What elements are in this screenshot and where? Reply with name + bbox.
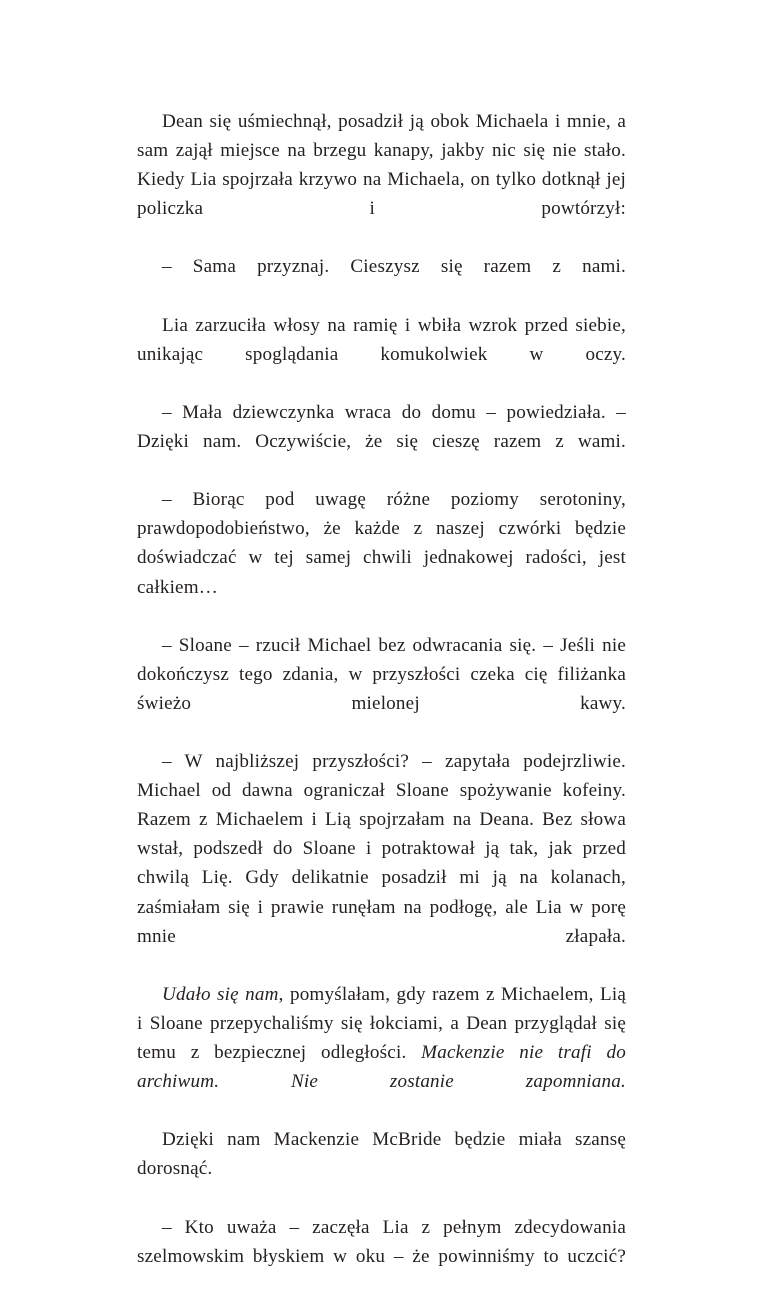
paragraph <box>137 311 626 398</box>
italic-run: Mackenzie nie trafi do archiwum. Nie zostanie zapomniana. <box>137 1042 626 1093</box>
paragraph <box>137 1125 626 1212</box>
text-run: Dzięki nam Mackenzie McBride będzie miała szansę dorosnąć. <box>137 1129 626 1180</box>
paragraph <box>137 398 626 485</box>
text-run: , pomyślałam, gdy razem z Michaelem, Lią i Sloane przepychaliśmy się łokciami, a Dean przyglądał się temu z bezpiecznej odległości. <box>137 983 626 1063</box>
paragraph <box>137 747 626 980</box>
text-run: – Kto uważa – zaczęła Lia z pełnym zdecydowania szelmowskim błyskiem w oku – że powinniśmy to uczcić? <box>137 1216 626 1267</box>
paragraph <box>137 631 626 747</box>
italic-run: Udało się nam <box>162 983 279 1005</box>
text-run: – W najbliższej przyszłości? – zapytała podejrzliwie. Michael od dawna ograniczał Sloane spożywanie kofeiny. Razem z Michaelem i Lią spojrzałam na Deana. Bez słowa wstał, podszedł do Sloane i potraktował ją tak, jak przed chwilą Lię. Gdy delikatnie posadził mi ją na kolanach, zaśmiałam się i prawie runęłam na podłogę, ale Lia w porę mnie złapała. <box>137 751 626 947</box>
text-run: – Sama przyznaj. Cieszysz się razem z nami. <box>162 256 626 278</box>
paragraph <box>137 980 626 1125</box>
text-run: Lia zarzuciła włosy na ramię i wbiła wzrok przed siebie, unikając spoglądania komukolwiek w oczy. <box>137 314 626 365</box>
text-run: – Sloane – rzucił Michael bez odwracania się. – Jeśli nie dokończysz tego zdania, w przyszłości czeka cię filiżanka świeżo mielonej kawy. <box>137 634 626 714</box>
paragraph <box>137 485 626 630</box>
page-text-block <box>137 107 626 1300</box>
paragraph <box>137 1213 626 1300</box>
text-run: – Biorąc pod uwagę różne poziomy serotoniny, prawdopodobieństwo, że każde z naszej czwórki będzie doświadczać w tej samej chwili jednakowej radości, jest całkiem… <box>137 489 626 598</box>
text-run: – Mała dziewczynka wraca do domu – powiedziała. – Dzięki nam. Oczywiście, że się cieszę razem z wami. <box>137 401 626 453</box>
paragraph <box>137 107 626 252</box>
text-run: Dean się uśmiechnął, posadził ją obok Michaela i mnie, a sam zajął miejsce na brzegu kanapy, jakby nic się nie stało. Kiedy Lia spojrzała krzywo na Michaela, on tylko dotknął jej policzka i powtórzył: <box>137 111 626 220</box>
paragraph <box>137 252 626 310</box>
